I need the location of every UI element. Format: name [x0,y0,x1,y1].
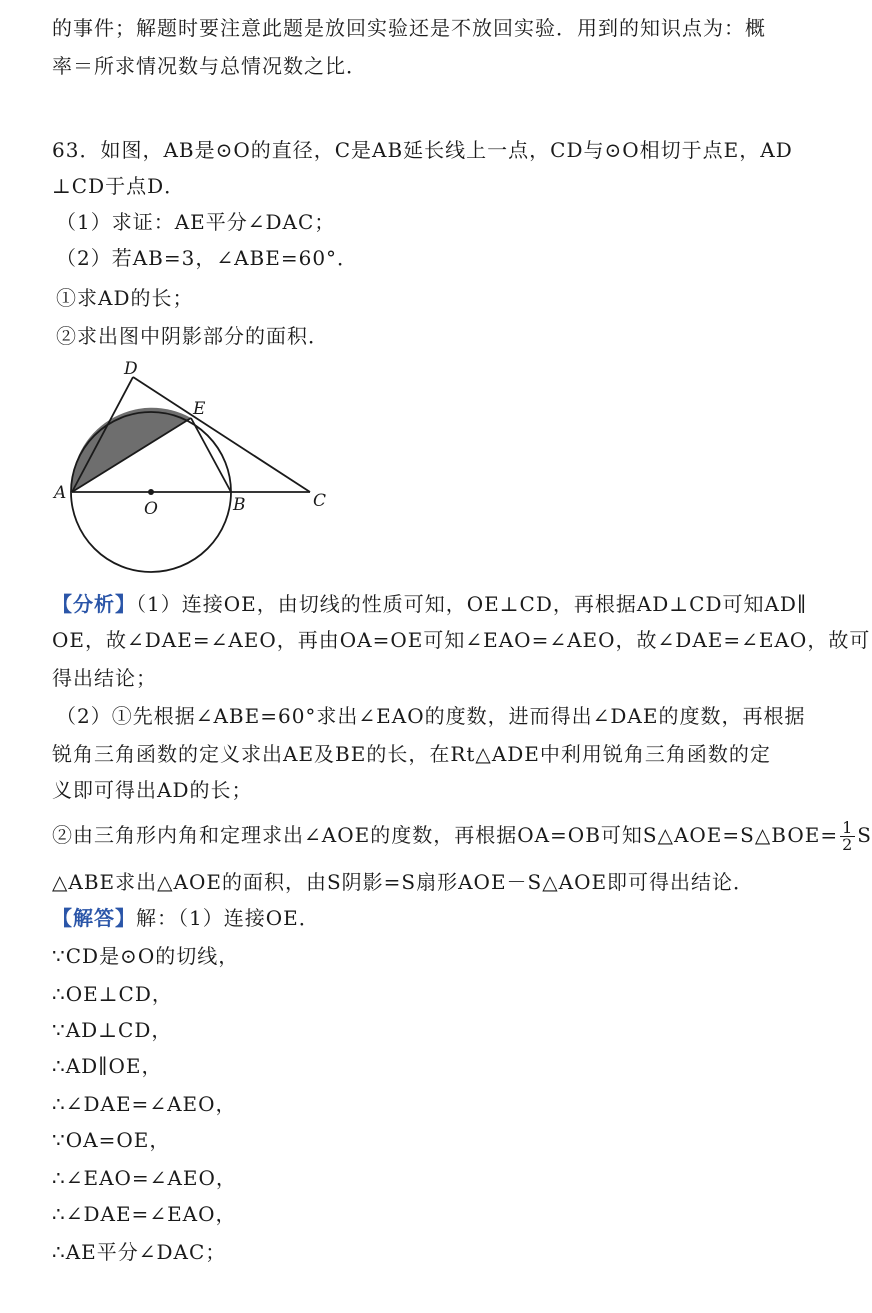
label-e: E [193,399,206,419]
question-2-1: ①求AD的长； [56,286,194,310]
solution-tag: 【解答】 [52,906,136,930]
text-line: 率＝所求情况数与总情况数之比． [52,54,367,78]
solution-line: ∴∠EAO=∠AEO， [52,1166,237,1190]
solution-text: 解：（1）连接OE． [136,906,320,930]
analysis-line: 义即可得出AD的长； [52,778,253,802]
label-b: B [233,495,246,515]
solution-line [52,904,822,932]
analysis-line [52,590,822,618]
problem-statement: 63．如图，AB是⊙O的直径，C是AB延长线上一点，CD与⊙O相切于点E，AD [52,138,793,162]
analysis-line [52,818,872,854]
solution-line: ∵CD是⊙O的切线， [52,944,240,968]
fraction-numerator: 1 [842,818,854,837]
solution-line: ∵AD⊥CD， [52,1018,173,1042]
analysis-tag: 【分析】 [52,592,136,616]
label-a: A [54,483,67,503]
analysis-line: （2）①先根据∠ABE=60°求出∠EAO的度数，进而得出∠DAE的度数，再根据 [56,704,806,728]
analysis-line: OE，故∠DAE=∠AEO，再由OA=OE可知∠EAO=∠AEO，故∠DAE=∠EAO，故可 [52,628,871,652]
fraction-denominator: 2 [842,835,854,854]
analysis-line: 得出结论； [52,666,157,690]
solution-line: ∴AD∥OE， [52,1054,163,1078]
solution-line: ∴OE⊥CD， [52,982,173,1006]
analysis-text: S [857,823,872,847]
solution-line: ∵OA=OE， [52,1128,171,1152]
label-c: C [313,491,327,511]
solution-line: ∴AE平分∠DAC； [52,1240,227,1264]
center-point-o [148,489,154,495]
problem-statement: ⊥CD于点D． [52,174,186,198]
shaded-region [72,408,191,492]
analysis-line: 锐角三角函数的定义求出AE及BE的长，在Rt△ADE中利用锐角三角函数的定 [52,742,771,766]
segment-be [191,418,231,492]
analysis-line: △ABE求出△AOE的面积，由S阴影=S扇形AOE－S△AOE即可得出结论． [52,870,755,894]
analysis-text: （1）连接OE，由切线的性质可知，OE⊥CD，再根据AD⊥CD可知AD∥ [136,592,808,616]
geometry-figure [40,352,340,582]
label-d: D [124,359,138,379]
question-1: （1）求证：AE平分∠DAC； [56,210,336,234]
solution-line: ∴∠DAE=∠EAO， [52,1202,237,1226]
question-2-2: ②求出图中阴影部分的面积． [56,324,329,348]
solution-line: ∴∠DAE=∠AEO， [52,1092,237,1116]
label-o: O [144,499,158,519]
fraction-one-half [840,820,855,853]
analysis-text: ②由三角形内角和定理求出∠AOE的度数，再根据OA=OB可知S△AOE=S△BOE= [52,823,839,847]
question-2: （2）若AB=3，∠ABE=60°． [56,246,359,270]
text-line: 的事件；解题时要注意此题是放回实验还是不放回实验．用到的知识点为：概 [52,16,766,40]
